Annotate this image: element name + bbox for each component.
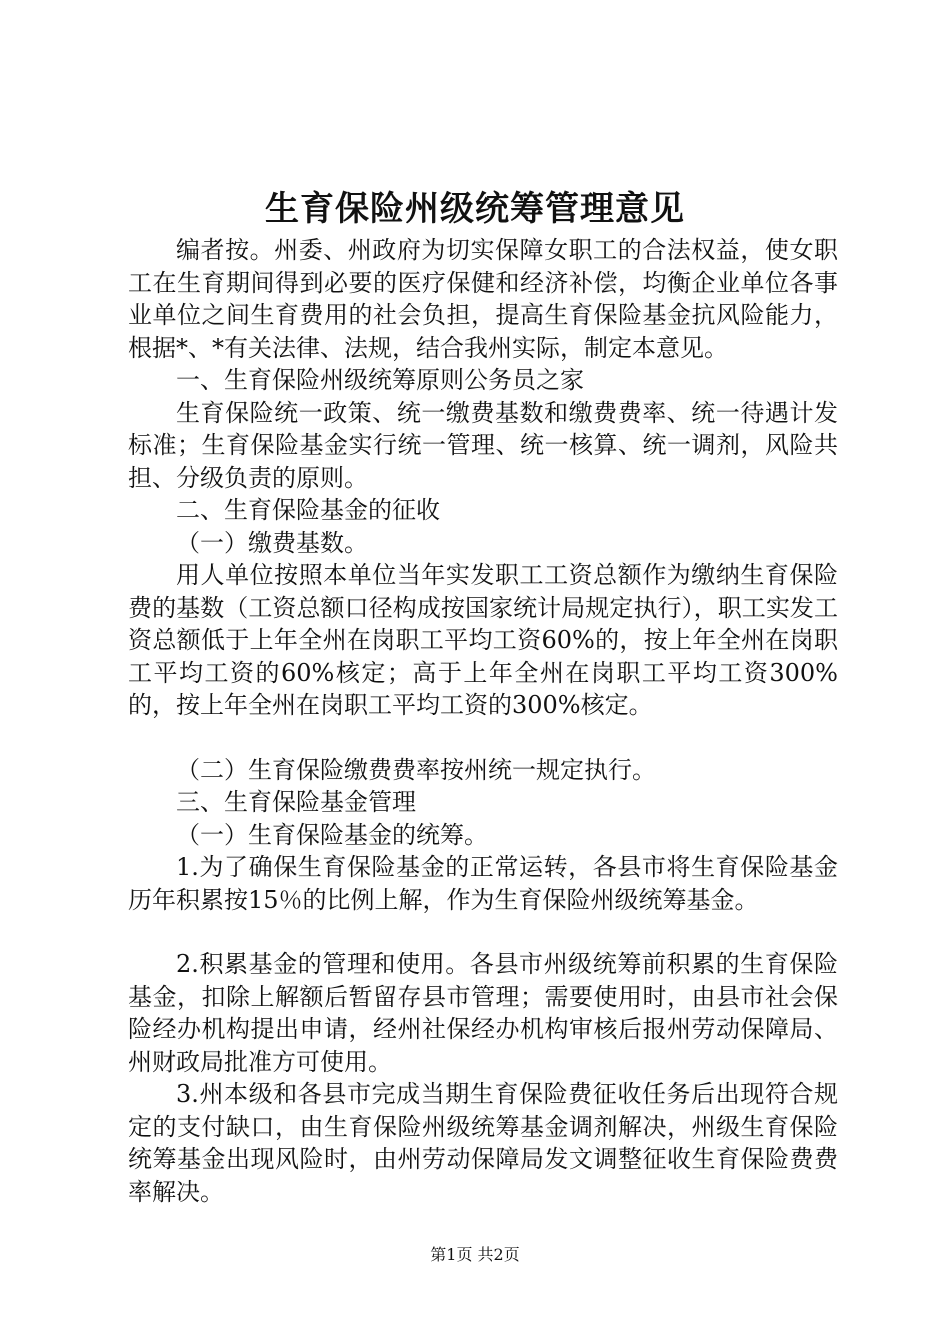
subsection-heading-contribution-base: （一）缴费基数。 [176,528,368,557]
paragraph-principles: 生育保险统一政策、统一缴费基数和缴费费率、统一待遇计发标准；生育保险基金实行统一管理、统一核算、统一调剂，风险共担、分级负责的原则。 [128,398,838,492]
paragraph-editor-note: 编者按。州委、州政府为切实保障女职工的合法权益，使女职工在生育期间得到必要的医疗保健和经济补偿，均衡企业单位各事业单位之间生育费用的社会负担，提高生育保险基金抗风险能力，根据*、*有关法律、法规，结合我州实际，制定本意见。 [128,236,838,362]
paragraph-item-2: 2.积累基金的管理和使用。各县市州级统筹前积累的生育保险基金，扣除上解额后暂留存县市管理；需要使用时，由县市社会保险经办机构提出申请，经州社保经办机构审核后报州劳动保障局、州财政局批准方可使用。 [128,950,838,1076]
section-heading-2: 二、生育保险基金的征收 [176,496,440,524]
document-body [128,234,838,1208]
paragraph-contribution-base: 用人单位按照本单位当年实发职工工资总额作为缴纳生育保险费的基数（工资总额口径构成按国家统计局规定执行），职工实发工资总额低于上年全州在岗职工平均工资60%的，按上年全州在岗职工平均工资的60%核定；高于上年全州在岗职工平均工资300%的，按上年全州在岗职工平均工资的300%核定。 [128,561,838,719]
subsection-heading-contribution-rate: （二）生育保险缴费费率按州统一规定执行。 [176,755,656,784]
document-title: 生育保险州级统筹管理意见 [265,189,685,229]
paragraph-item-3: 3.州本级和各县市完成当期生育保险费征收任务后出现符合规定的支付缺口，由生育保险州级统筹基金调剂解决，州级生育保险统筹基金出现风险时，由州劳动保障局发文调整征收生育保险费费率解决。 [128,1080,838,1206]
subsection-heading-fund-pooling: （一）生育保险基金的统筹。 [176,820,488,849]
paragraph-item-1: 1.为了确保生育保险基金的正常运转，各县市将生育保险基金历年积累按15％的比例上解，作为生育保险州级统筹基金。 [128,853,838,914]
page-footer: 第1页 共2页 [430,1245,520,1264]
section-heading-3: 三、生育保险基金管理 [176,788,416,816]
section-heading-1: 一、生育保险州级统筹原则公务员之家 [176,366,584,394]
